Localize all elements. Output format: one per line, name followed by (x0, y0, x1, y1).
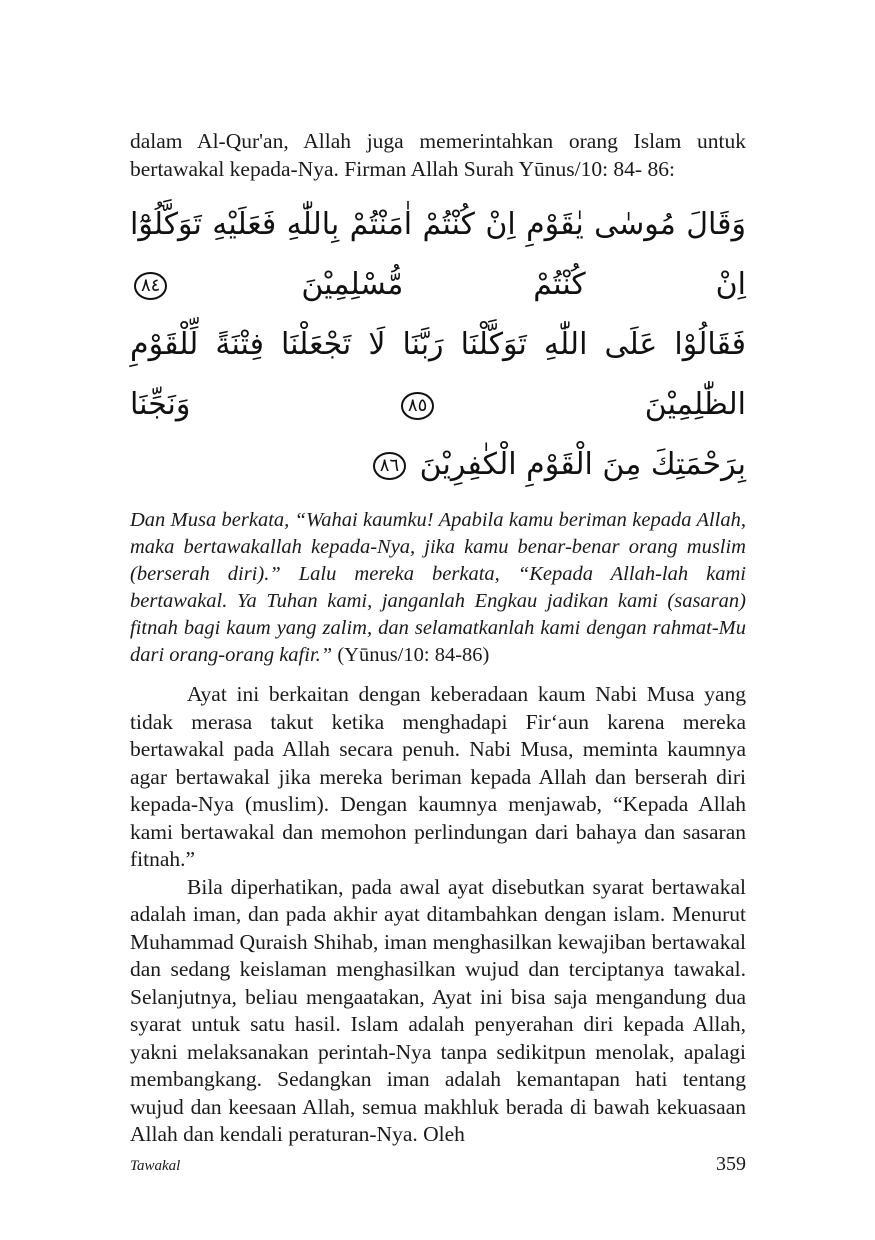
arabic-line-3 (130, 435, 746, 495)
verse-translation (130, 507, 746, 669)
arabic-line-1-text: وَقَالَ مُوسٰى يٰقَوْمِ اِنْ كُنْتُمْ اٰمَنْتُمْ بِاللّٰهِ فَعَلَيْهِ تَوَكَّلُوْٓا اِنْ كُنْتُمْ مُّسْلِمِيْنَ (130, 207, 746, 302)
body-paragraph-2: Bila diperhatikan, pada awal ayat disebutkan syarat bertawakal adalah iman, dan pada akhir ayat ditambahkan dengan islam. Menurut Muhammad Quraish Shihab, iman menghasilkan kewajiban bertawakal dan sedang keislaman menghasilkan wujud dan terciptanya tawakal. Selanjutnya, beliau mengaatakan, Ayat ini bisa saja mengandung dua syarat untuk satu hasil. Islam adalah penyerahan diri kepada Allah, yakni melaksanakan perintah-Nya tanpa sedikitpun menolak, apalagi membangkang. Sedangkan iman adalah kemantapan hati tentang wujud dan keesaan Allah, semua makhluk berada di bawah kekuasaan Allah dan kendali peraturan-Nya. Oleh (130, 874, 746, 1146)
arabic-verse-block (130, 195, 746, 495)
arabic-line-2-continuation: وَنَجِّنَا (130, 387, 191, 422)
arabic-line-2-text: فَقَالُوْا عَلَى اللّٰهِ تَوَكَّلْنَا رَبَّنَا لَا تَجْعَلْنَا فِتْنَةً لِّلْقَوْمِ الظّٰلِمِيْنَ (130, 327, 746, 422)
ayah-number-86: ٨٦ (373, 452, 406, 480)
arabic-line-3-text: بِرَحْمَتِكَ مِنَ الْقَوْمِ الْكٰفِرِيْنَ (419, 447, 746, 482)
page-footer (130, 1153, 746, 1176)
ayah-number-85: ٨٥ (401, 392, 434, 420)
running-title: Tawakal (130, 1158, 181, 1174)
translation-text: Dan Musa berkata, “Wahai kaumku! Apabila kamu beriman kepada Allah, maka bertawakallah kepada-Nya, jika kamu benar-benar orang muslim (berserah diri).” Lalu mereka berkata, “Kepada Allah-lah kami bertawakal. Ya Tuhan kami, janganlah Engkau jadikan kami (sasaran) fitnah bagi kaum yang zalim, dan selamatkanlah kami dengan rahmat-Mu dari orang-orang kafir.” (130, 509, 746, 666)
page-body (130, 128, 746, 1149)
ayah-number-84: ٨٤ (134, 272, 167, 300)
page-number: 359 (716, 1153, 746, 1175)
intro-paragraph: dalam Al-Qur'an, Allah juga memerintahkan orang Islam untuk bertawakal kepada-Nya. Firman Allah Surah Yūnus/10: 84- 86: (130, 129, 746, 181)
translation-reference: (Yūnus/10: 84-86) (337, 644, 490, 666)
body-paragraph-1: Ayat ini berkaitan dengan keberadaan kaum Nabi Musa yang tidak merasa takut ketika menghadapi Fir‘aun karena mereka bertawakal pada Allah secara penuh. Nabi Musa, meminta kaumnya agar bertawakal jika mereka beriman kepada Allah dan berserah diri kepada-Nya (muslim). Dengan kaumnya menjawab, “Kepada Allah kami bertawakal dan memohon perlindungan dari bahaya dan sasaran fitnah.” (130, 682, 746, 871)
arabic-line-1 (130, 195, 746, 315)
arabic-line-2 (130, 315, 746, 435)
